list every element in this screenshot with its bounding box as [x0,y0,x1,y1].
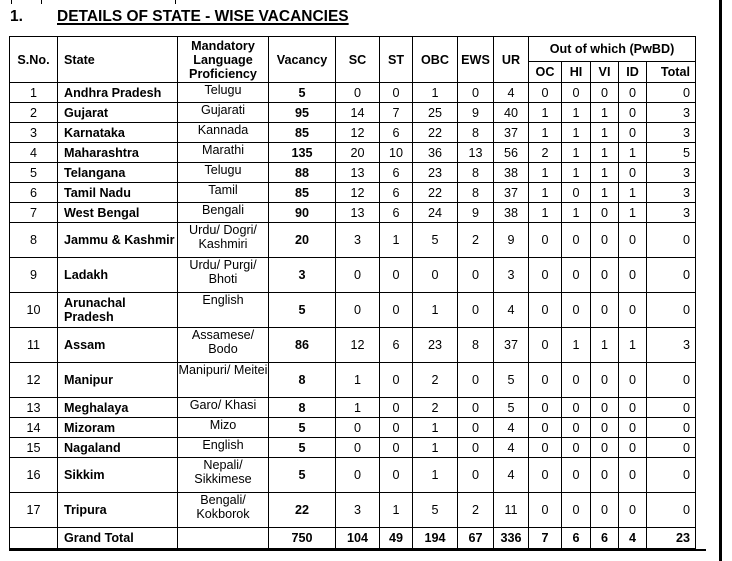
cell-hi: 0 [562,223,591,258]
cell-state: Tamil Nadu [58,183,178,203]
cell-ews: 0 [458,418,494,438]
cell-language: Urdu/ Purgi/ Bhoti [178,258,269,293]
cell-oc: 0 [529,223,562,258]
table-row [10,143,696,163]
cell-hi: 0 [562,258,591,293]
cell-vacancy: 85 [269,123,336,143]
cell-vi: 0 [591,363,619,398]
cell-hi: 0 [562,398,591,418]
cell-ur: 9 [494,223,529,258]
cell-vi: 1 [591,163,619,183]
cell-sno: 8 [10,223,58,258]
cell-vacancy: 95 [269,103,336,123]
cell-vi: 1 [591,143,619,163]
cell-total: 3 [647,123,696,143]
cell-vi: 0 [591,458,619,493]
cell-obc: 1 [413,458,458,493]
header-language: Mandatory Language Proficiency [178,37,269,83]
cell-obc: 1 [413,418,458,438]
cell-hi: 1 [562,163,591,183]
cell-st: 7 [380,103,413,123]
grand-total-sno [10,528,58,549]
cell-state: Gujarat [58,103,178,123]
cell-obc: 36 [413,143,458,163]
cell-oc: 1 [529,183,562,203]
cell-sc: 3 [336,493,380,528]
cell-sno: 16 [10,458,58,493]
cell-id: 0 [619,458,647,493]
cell-hi: 1 [562,328,591,363]
table-row [10,223,696,258]
cell-state: Meghalaya [58,398,178,418]
section-number: 1. [10,8,23,25]
cell-sno: 12 [10,363,58,398]
cell-hi: 1 [562,123,591,143]
cell-vacancy: 86 [269,328,336,363]
cell-ews: 0 [458,83,494,103]
table-row [10,103,696,123]
cell-vacancy: 135 [269,143,336,163]
cell-hi: 0 [562,438,591,458]
cell-state: West Bengal [58,203,178,223]
cell-state: Jammu & Kashmir [58,223,178,258]
cell-sc: 20 [336,143,380,163]
cell-obc: 24 [413,203,458,223]
cell-ur: 4 [494,418,529,438]
cell-hi: 0 [562,418,591,438]
cell-total: 0 [647,258,696,293]
cell-hi: 0 [562,493,591,528]
cell-sno: 3 [10,123,58,143]
grand-total-sc: 104 [336,528,380,549]
cell-st: 0 [380,418,413,438]
cell-language: Marathi [178,143,269,163]
cell-hi: 0 [562,83,591,103]
cell-total: 0 [647,438,696,458]
cell-vacancy: 85 [269,183,336,203]
cell-ews: 13 [458,143,494,163]
cell-state: Manipur [58,363,178,398]
cell-id: 0 [619,83,647,103]
cell-vi: 1 [591,328,619,363]
cell-hi: 0 [562,363,591,398]
cell-state: Arunachal Pradesh [58,293,178,328]
header-obc: OBC [413,37,458,83]
cell-st: 0 [380,258,413,293]
cell-language: Bengali [178,203,269,223]
cell-sc: 0 [336,293,380,328]
cell-vi: 1 [591,183,619,203]
cell-total: 3 [647,183,696,203]
cell-st: 0 [380,458,413,493]
cell-vacancy: 5 [269,418,336,438]
cell-oc: 0 [529,458,562,493]
cell-state: Mizoram [58,418,178,438]
cell-obc: 1 [413,438,458,458]
cell-total: 3 [647,103,696,123]
table-row [10,83,696,103]
grand-total-language [178,528,269,549]
cell-ur: 4 [494,293,529,328]
cell-state: Sikkim [58,458,178,493]
cell-language: Manipuri/ Meitei [178,363,269,398]
cell-obc: 1 [413,83,458,103]
header-total: Total [647,62,696,83]
cell-vacancy: 8 [269,398,336,418]
cell-oc: 0 [529,293,562,328]
cell-sc: 0 [336,258,380,293]
cell-language: Tamil [178,183,269,203]
cell-oc: 0 [529,328,562,363]
table-row [10,123,696,143]
grand-total-row [10,528,696,549]
cell-obc: 1 [413,293,458,328]
cell-ur: 4 [494,83,529,103]
cell-ews: 8 [458,183,494,203]
cell-total: 0 [647,458,696,493]
cell-sc: 13 [336,203,380,223]
table-row [10,458,696,493]
table-row [10,183,696,203]
table-row [10,203,696,223]
cell-obc: 22 [413,183,458,203]
cell-vacancy: 22 [269,493,336,528]
cell-obc: 0 [413,258,458,293]
cell-id: 1 [619,203,647,223]
cell-sno: 2 [10,103,58,123]
cell-ews: 8 [458,123,494,143]
cell-sno: 14 [10,418,58,438]
cell-id: 1 [619,143,647,163]
cell-sno: 9 [10,258,58,293]
cell-vacancy: 88 [269,163,336,183]
cell-vi: 0 [591,493,619,528]
table-row [10,398,696,418]
cell-language: Telugu [178,83,269,103]
cell-vacancy: 5 [269,293,336,328]
cell-sc: 0 [336,83,380,103]
cell-sc: 13 [336,163,380,183]
cell-state: Maharashtra [58,143,178,163]
cell-obc: 23 [413,163,458,183]
cell-ur: 5 [494,363,529,398]
header-state: State [58,37,178,83]
cell-ur: 40 [494,103,529,123]
cell-ews: 0 [458,258,494,293]
cell-sno: 1 [10,83,58,103]
cell-sc: 14 [336,103,380,123]
cell-language: English [178,438,269,458]
cell-sno: 10 [10,293,58,328]
header-st: ST [380,37,413,83]
grand-total-st: 49 [380,528,413,549]
table-row [10,363,696,398]
cell-vi: 0 [591,438,619,458]
cell-language: Garo/ Khasi [178,398,269,418]
cell-sc: 12 [336,183,380,203]
cell-vi: 0 [591,398,619,418]
cell-id: 0 [619,438,647,458]
cell-vi: 0 [591,418,619,438]
cell-oc: 0 [529,438,562,458]
cell-sc: 12 [336,328,380,363]
cell-language: Mizo [178,418,269,438]
cell-ur: 4 [494,438,529,458]
cell-vi: 0 [591,293,619,328]
cell-language: Urdu/ Dogri/ Kashmiri [178,223,269,258]
cell-vi: 1 [591,103,619,123]
cell-ur: 38 [494,163,529,183]
table-row [10,163,696,183]
cell-oc: 1 [529,123,562,143]
cell-obc: 22 [413,123,458,143]
cell-sno: 15 [10,438,58,458]
cell-hi: 0 [562,293,591,328]
cell-oc: 0 [529,398,562,418]
cell-vacancy: 5 [269,83,336,103]
cell-state: Ladakh [58,258,178,293]
cell-total: 3 [647,203,696,223]
cell-id: 0 [619,293,647,328]
cell-st: 0 [380,363,413,398]
cell-id: 0 [619,163,647,183]
cell-vi: 1 [591,123,619,143]
cell-st: 6 [380,203,413,223]
cell-st: 6 [380,183,413,203]
cell-ur: 37 [494,183,529,203]
cell-sc: 0 [336,458,380,493]
cell-ur: 4 [494,458,529,493]
cell-ur: 37 [494,123,529,143]
cell-ews: 9 [458,203,494,223]
cell-st: 0 [380,438,413,458]
cell-st: 10 [380,143,413,163]
cell-ews: 2 [458,493,494,528]
cell-id: 0 [619,493,647,528]
cell-oc: 0 [529,418,562,438]
cell-st: 6 [380,163,413,183]
cell-vacancy: 20 [269,223,336,258]
section-title: DETAILS OF STATE - WISE VACANCIES [57,8,349,25]
cell-ur: 5 [494,398,529,418]
cell-language: English [178,293,269,328]
grand-total-vacancy: 750 [269,528,336,549]
cell-st: 0 [380,83,413,103]
cell-total: 0 [647,418,696,438]
cell-sno: 7 [10,203,58,223]
table-row [10,328,696,363]
cell-sno: 5 [10,163,58,183]
cell-ews: 9 [458,103,494,123]
grand-total-id: 4 [619,528,647,549]
cell-sc: 0 [336,418,380,438]
header-id: ID [619,62,647,83]
cell-obc: 23 [413,328,458,363]
cell-ur: 3 [494,258,529,293]
cell-oc: 0 [529,83,562,103]
cell-obc: 5 [413,223,458,258]
cell-total: 3 [647,163,696,183]
cell-ews: 8 [458,328,494,363]
cell-sno: 4 [10,143,58,163]
grand-total-ur: 336 [494,528,529,549]
cell-hi: 1 [562,143,591,163]
cell-id: 1 [619,328,647,363]
cell-oc: 0 [529,493,562,528]
grand-total-obc: 194 [413,528,458,549]
cell-oc: 0 [529,258,562,293]
cell-oc: 1 [529,103,562,123]
table-row [10,418,696,438]
cell-language: Bengali/ Kokborok [178,493,269,528]
cell-id: 0 [619,363,647,398]
header-hi: HI [562,62,591,83]
cell-oc: 1 [529,163,562,183]
cell-vi: 0 [591,258,619,293]
cell-vacancy: 5 [269,438,336,458]
cell-oc: 0 [529,363,562,398]
cell-id: 0 [619,258,647,293]
cell-hi: 1 [562,103,591,123]
cell-ews: 0 [458,293,494,328]
cell-state: Tripura [58,493,178,528]
table-row [10,493,696,528]
cell-obc: 25 [413,103,458,123]
cell-vacancy: 3 [269,258,336,293]
header-ews: EWS [458,37,494,83]
cell-st: 0 [380,398,413,418]
cell-st: 0 [380,293,413,328]
cell-total: 0 [647,223,696,258]
cell-ews: 0 [458,398,494,418]
cell-id: 0 [619,223,647,258]
cell-total: 0 [647,493,696,528]
cell-ews: 0 [458,438,494,458]
cell-ews: 2 [458,223,494,258]
cell-sno: 13 [10,398,58,418]
cell-total: 0 [647,363,696,398]
cell-vacancy: 8 [269,363,336,398]
cell-vi: 0 [591,83,619,103]
cell-hi: 0 [562,458,591,493]
cell-st: 6 [380,123,413,143]
header-vi: VI [591,62,619,83]
table-row [10,258,696,293]
cell-sno: 11 [10,328,58,363]
header-oc: OC [529,62,562,83]
cell-total: 0 [647,293,696,328]
cell-total: 5 [647,143,696,163]
cell-sno: 6 [10,183,58,203]
cell-sc: 1 [336,363,380,398]
footer-divider [9,549,706,551]
section-heading [10,8,349,26]
grand-total-label: Grand Total [58,528,178,549]
cell-st: 6 [380,328,413,363]
cell-language: Nepali/ Sikkimese [178,458,269,493]
cell-ur: 38 [494,203,529,223]
header-pwbd-group: Out of which (PwBD) [529,37,696,62]
cell-state: Nagaland [58,438,178,458]
cell-sno: 17 [10,493,58,528]
cell-obc: 2 [413,398,458,418]
grand-total-ews: 67 [458,528,494,549]
cell-vi: 0 [591,203,619,223]
cell-hi: 1 [562,203,591,223]
cell-id: 0 [619,103,647,123]
cell-vi: 0 [591,223,619,258]
cell-hi: 0 [562,183,591,203]
cell-sc: 3 [336,223,380,258]
cell-id: 1 [619,183,647,203]
vacancy-table [9,36,696,549]
cell-id: 0 [619,418,647,438]
cell-total: 0 [647,398,696,418]
cell-oc: 1 [529,203,562,223]
cell-id: 0 [619,123,647,143]
cell-ur: 37 [494,328,529,363]
cell-obc: 2 [413,363,458,398]
cell-language: Telugu [178,163,269,183]
header-sno: S.No. [10,37,58,83]
page-top-edge-marks [0,0,732,4]
cell-st: 1 [380,493,413,528]
cell-ews: 8 [458,163,494,183]
cell-vacancy: 5 [269,458,336,493]
table-row [10,438,696,458]
cell-ews: 0 [458,458,494,493]
cell-ur: 56 [494,143,529,163]
cell-ews: 0 [458,363,494,398]
cell-state: Andhra Pradesh [58,83,178,103]
cell-language: Gujarati [178,103,269,123]
cell-language: Kannada [178,123,269,143]
cell-total: 0 [647,83,696,103]
grand-total-oc: 7 [529,528,562,549]
grand-total-vi: 6 [591,528,619,549]
cell-sc: 0 [336,438,380,458]
grand-total-hi: 6 [562,528,591,549]
header-row [10,37,696,62]
cell-language: Assamese/ Bodo [178,328,269,363]
cell-state: Assam [58,328,178,363]
cell-state: Telangana [58,163,178,183]
header-ur: UR [494,37,529,83]
grand-total-total: 23 [647,528,696,549]
cell-oc: 2 [529,143,562,163]
cell-sc: 1 [336,398,380,418]
cell-st: 1 [380,223,413,258]
cell-total: 3 [647,328,696,363]
cell-vacancy: 90 [269,203,336,223]
cell-state: Karnataka [58,123,178,143]
cell-ur: 11 [494,493,529,528]
cell-sc: 12 [336,123,380,143]
header-sc: SC [336,37,380,83]
table-row [10,293,696,328]
cell-obc: 5 [413,493,458,528]
cell-id: 0 [619,398,647,418]
header-vacancy: Vacancy [269,37,336,83]
page-right-border [719,0,722,561]
